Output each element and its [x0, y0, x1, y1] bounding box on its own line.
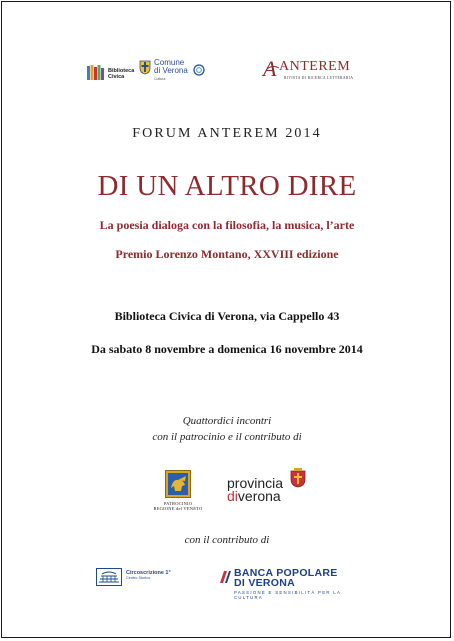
- biblioteca-books-icon: [87, 65, 105, 81]
- forum-heading: FORUM ANTEREM 2014: [132, 126, 322, 141]
- arena-building-icon: [96, 568, 122, 586]
- comune-verona-logo: [139, 56, 209, 86]
- patronage-line: con il patrocinio e il contributo di: [152, 431, 302, 443]
- circoscrizione-line2: Centro Storico: [126, 576, 151, 580]
- verona-crest-icon: [139, 59, 151, 75]
- contribution-line: con il contributo di: [184, 534, 270, 546]
- provincia-line2: verona: [237, 488, 281, 504]
- banca-popolare-mark-icon: [218, 569, 232, 585]
- event-subtitle: La poesia dialoga con la filosofia, la musica, l’arte: [99, 218, 355, 232]
- provincia-verona-logo: [226, 468, 310, 504]
- regione-veneto-logo: [148, 470, 208, 516]
- prize-line: Premio Lorenzo Montano, XXVIII edizione: [115, 247, 339, 261]
- biblioteca-line1: Biblioteca: [108, 68, 135, 74]
- provincia-line1: provincia: [227, 475, 284, 491]
- circoscrizione-logo: [96, 566, 176, 588]
- lion-saint-mark-icon: [165, 470, 191, 498]
- provincia-crest-icon: [290, 468, 306, 488]
- comune-line1: Comune: [154, 58, 185, 67]
- patrocinio-line1: PATROCINIO: [163, 501, 193, 506]
- anterem-tagline: RIVISTA DI RICERCA LETTERARIA: [284, 76, 354, 80]
- biblioteca-civica-logo: [87, 64, 135, 82]
- banca-popolare-logo: [218, 566, 368, 600]
- banca-tagline: PASSIONE E SENSIBILITÀ PER LA CULTURA: [234, 590, 341, 600]
- banca-line2: DI VERONA: [234, 577, 296, 589]
- comune-sub: Cultura: [154, 77, 166, 81]
- banca-line1: BANCA POPOLARE: [234, 567, 338, 579]
- provincia-prefix: di: [227, 488, 238, 504]
- biblioteca-line2: Civica: [108, 74, 125, 80]
- anterem-logo: [262, 56, 382, 84]
- svg-text:A: A: [263, 56, 277, 80]
- circoscrizione-line1: Circoscrizione 1°: [126, 570, 171, 576]
- meetings-line: Quattordici incontri: [182, 415, 272, 427]
- venue-line: Biblioteca Civica di Verona, via Cappello 43: [114, 309, 340, 323]
- event-title: DI UN ALTRO DIRE: [97, 170, 357, 202]
- cultura-swirl-icon: [193, 64, 205, 76]
- comune-line2: di Verona: [154, 66, 188, 75]
- dates-line: Da sabato 8 novembre a domenica 16 novembre 2014: [91, 342, 363, 356]
- patrocinio-line2: REGIONE del VENETO: [153, 506, 203, 511]
- anterem-name: ANTEREM: [279, 59, 351, 74]
